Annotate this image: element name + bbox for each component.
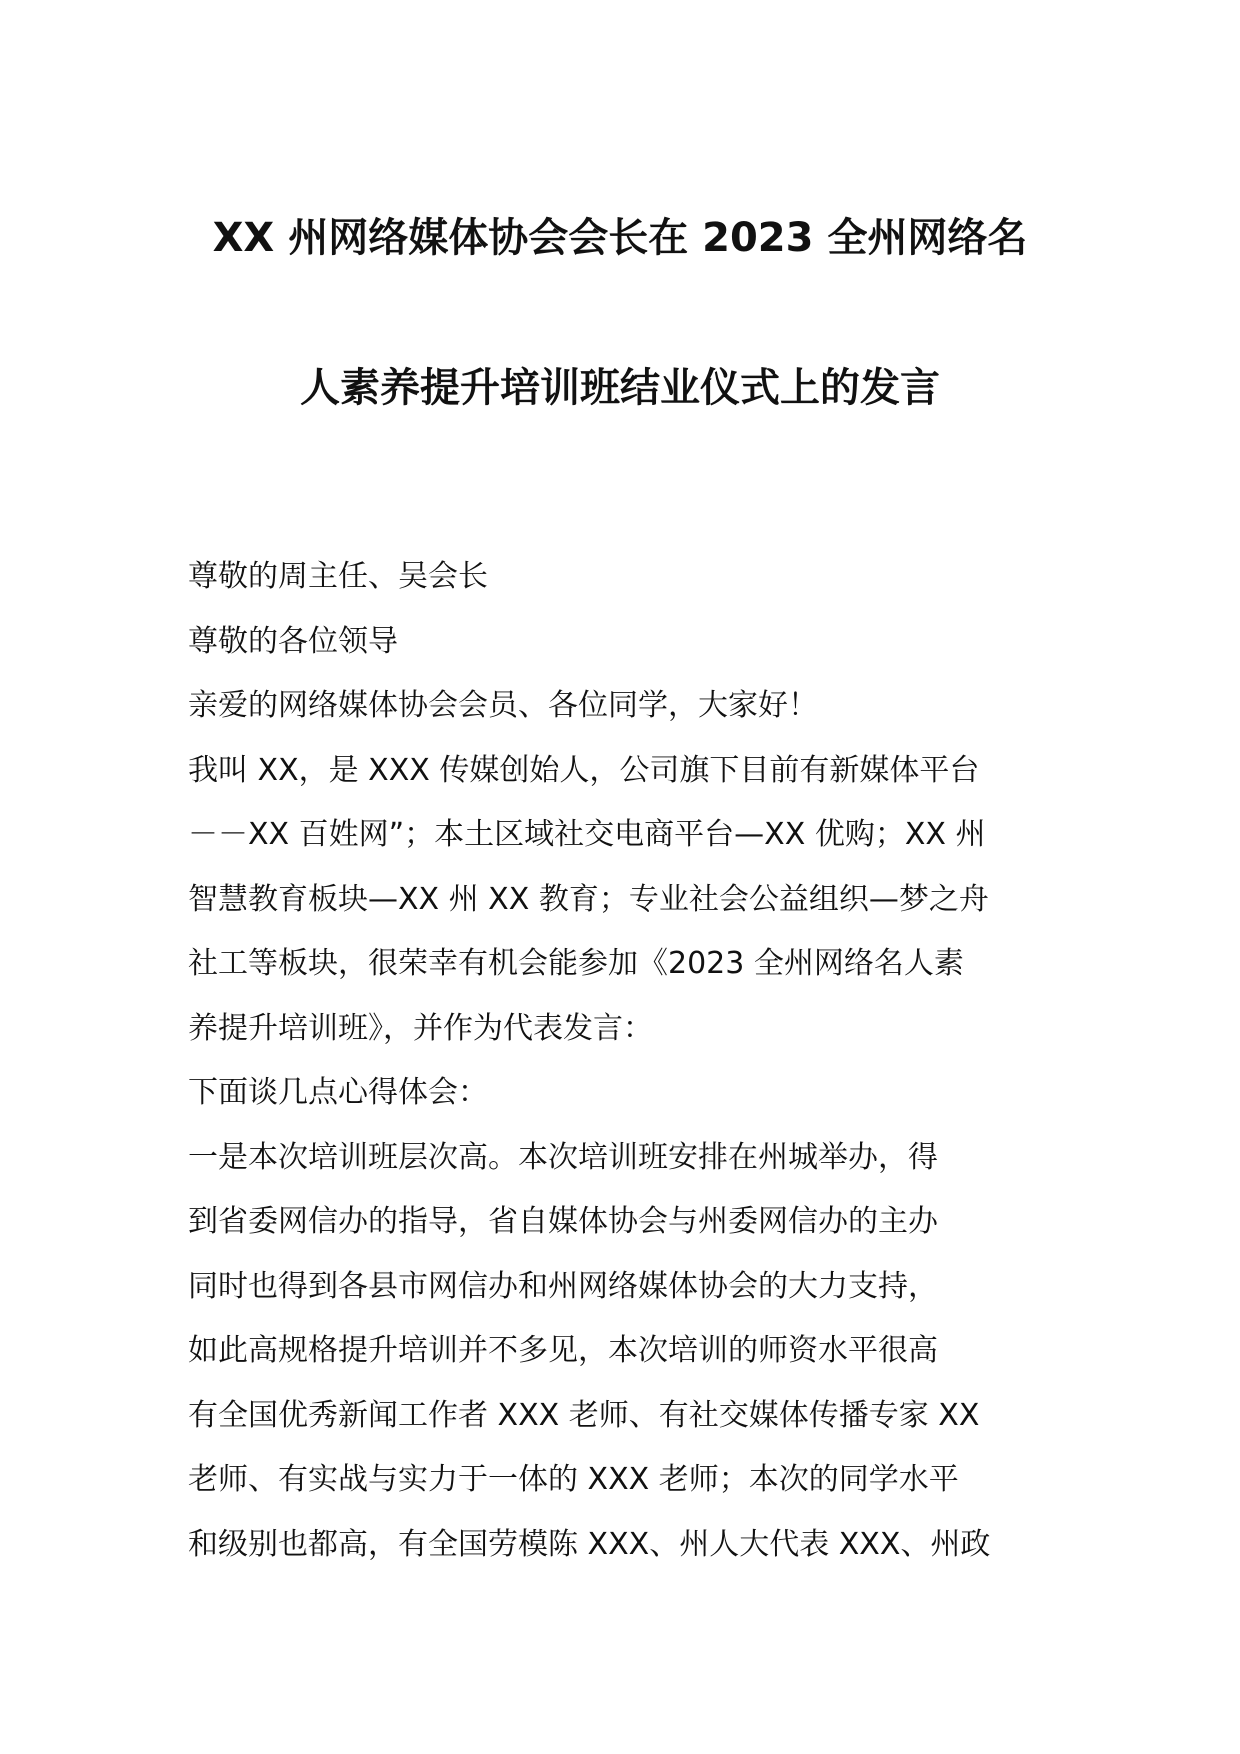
salutation-line: 尊敬的周主任、吴会长 (188, 559, 488, 594)
body-text-line: 智慧教育板块—XX 州 XX 教育；专业社会公益组织—梦之舟 (188, 881, 989, 917)
body-text-line: 如此高规格提升培训并不多见，本次培训的师资水平很高 (188, 1333, 938, 1368)
body-text-line: 老师、有实战与实力于一体的 XXX 老师；本次的同学水平 (188, 1462, 959, 1497)
body-text-line: 社工等板块，很荣幸有机会能参加《2023 全州网络名人素 (188, 946, 964, 981)
body-text-line: 和级别也都高，有全国劳模陈 XXX、州人大代表 XXX、州政 (188, 1526, 991, 1562)
salutation-line: 亲爱的网络媒体协会会员、各位同学，大家好！ (188, 688, 818, 723)
body-text-line: －－XX 百姓网”；本土区域社交电商平台—XX 优购；XX 州 (188, 817, 986, 852)
body-text-line: 到省委网信办的指导，省自媒体协会与州委网信办的主办 (188, 1204, 938, 1239)
salutation-line: 尊敬的各位领导 (188, 623, 398, 659)
body-text-line: 养提升培训班》，并作为代表发言： (188, 1010, 653, 1046)
body-text-line: 同时也得到各县市网信办和州网络媒体协会的大力支持， (188, 1268, 938, 1304)
body-text-line: 我叫 XX，是 XXX 传媒创始人，公司旗下目前有新媒体平台 (188, 752, 980, 788)
document-title-line-1: XX 州网络媒体协会会长在 2023 全州网络名 (212, 215, 1028, 261)
body-text-line: 有全国优秀新闻工作者 XXX 老师、有社交媒体传播专家 XX (188, 1397, 980, 1433)
body-text-line: 下面谈几点心得体会： (188, 1075, 488, 1110)
body-text-line: 一是本次培训班层次高。本次培训班安排在州城举办，得 (188, 1139, 938, 1175)
document-title-line-2: 人素养提升培训班结业仪式上的发言 (300, 365, 940, 411)
document-body (188, 545, 1058, 1577)
